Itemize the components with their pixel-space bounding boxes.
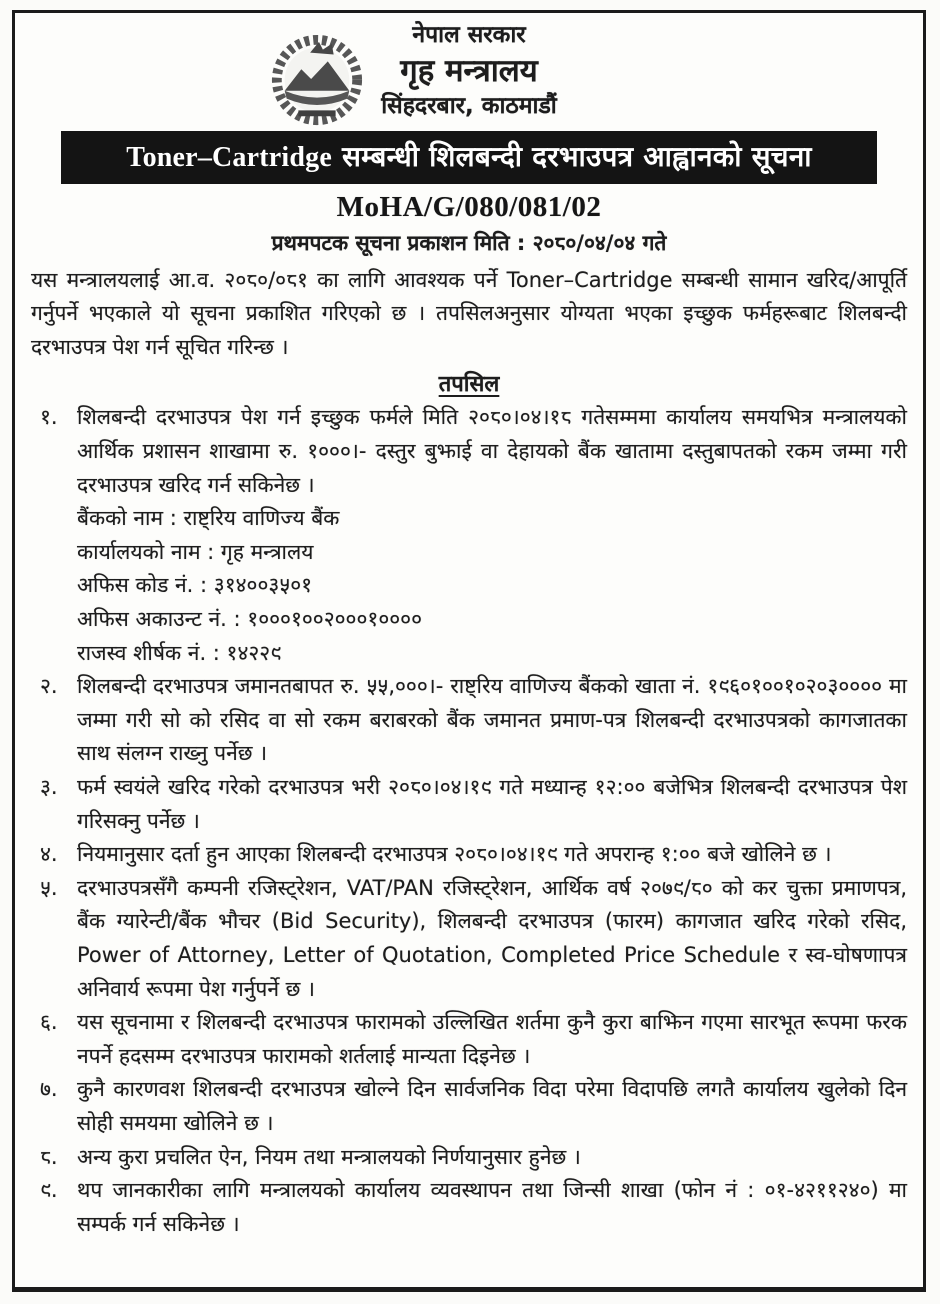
item-text: अन्य कुरा प्रचलित ऐन, नियम तथा मन्त्रालयको निर्णयानुसार हुनेछ । (77, 1144, 581, 1169)
item-number: ६. (40, 1010, 58, 1035)
list-item (31, 401, 907, 670)
item-text-container (77, 401, 907, 670)
item-text: शिलबन्दी दरभाउपत्र पेश गर्न इच्छुक फर्मले मिति २०८०।०४।१८ गतेसम्ममा कार्यालय समयभित्र मन्त्रालयको आर्थिक प्रशासन शाखामा रु. १०००।- दस्तुर बुझाई वा देहायको बैंक खातामा दस्तुबापतको रकम जम्मा गरी दरभाउपत्र खरिद गर्न सकिनेछ । (77, 405, 907, 497)
list-item (31, 670, 907, 771)
bank-detail-line: बैंकको नाम : राष्ट्रिय वाणिज्य बैंक (77, 506, 340, 531)
ministry-location: सिंहदरबार, काठमाडौं (381, 92, 557, 119)
list-item (31, 838, 907, 872)
list-item (31, 1174, 907, 1241)
item-text: थप जानकारीका लागि मन्त्रालयको कार्यालय व्यवस्थापन तथा जिन्सी शाखा (फोन नं : ०१-४२११२४०) मा सम्पर्क गर्न सकिनेछ । (77, 1178, 907, 1236)
item-text: फर्म स्वयंले खरिद गरेको दरभाउपत्र भरी २०८०।०४।१९ गते मध्यान्ह १२:०० बजेभित्र शिलबन्दी दरभाउपत्र पेश गरिसक्नु पर्नेछ । (77, 775, 907, 833)
item-number: ९. (40, 1178, 58, 1203)
bank-detail-line: राजस्व शीर्षक नं. : १४२२९ (77, 640, 282, 665)
bank-detail-line: अफिस कोड नं. : ३१४००३५०१ (77, 573, 313, 598)
ministry-name: गृह मन्त्रालय (400, 52, 538, 89)
item-number: ८. (40, 1144, 58, 1169)
bank-details-block (77, 502, 907, 670)
item-text: शिलबन्दी दरभाउपत्र जमानतबापत रु. ५५,०००।- राष्ट्रिय वाणिज्य बैंकको खाता नं. १९६०१००१०२०३०००० मा जम्मा गरी सो को रसिद वा सो रकम बराबरको बैंक जमानत प्रमाण-पत्र शिलबन्दी दरभाउपत्रको कागजातका साथ संलग्न राख्नु पर्नेछ । (77, 674, 907, 766)
reference-number: MoHA/G/080/081/02 (336, 190, 602, 223)
item-text: यस सूचनामा र शिलबन्दी दरभाउपत्र फारामको उल्लिखित शर्तमा कुनै कुरा बाझिन गएमा सारभूत रूपमा फरक नपर्ने हदसम्म दरभाउपत्र फारामको शर्तलाई मान्यता दिइनेछ । (77, 1010, 907, 1068)
bank-detail-line: कार्यालयको नाम : गृह मन्त्रालय (77, 539, 314, 564)
item-text: कुनै कारणवश शिलबन्दी दरभाउपत्र खोल्ने दिन सार्वजनिक विदा परेमा विदापछि लगतै कार्यालय खुलेको दिन सोही समयमा खोलिने छ । (77, 1077, 907, 1135)
list-item (31, 1141, 907, 1175)
government-name: नेपाल सरकार (412, 22, 526, 48)
notice-title-nepali: सम्बन्धी शिलबन्दी दरभाउपत्र आह्वानको सूचना (341, 139, 812, 173)
item-number: १. (40, 405, 58, 430)
intro-paragraph: यस मन्त्रालयलाई आ.व. २०८०/०८१ का लागि आवश्यक पर्ने Toner–Cartridge सम्बन्धी सामान खरिद/आपूर्ति गर्नुपर्ने भएकाले यो सूचना प्रकाशित गरिएको छ । तपसिलअनुसार योग्यता भएका इच्छुक फर्महरूबाट शिलबन्दी दरभाउपत्र पेश गर्न सूचित गरिन्छ । (31, 267, 907, 359)
item-number: ३. (40, 775, 58, 799)
item-number: २. (40, 674, 58, 699)
list-item (31, 1006, 907, 1073)
notice-item-list (31, 401, 907, 1241)
publication-date-line: प्रथमपटक सूचना प्रकाशन मिति : २०८०/०४/०४ गते (271, 230, 667, 255)
bank-detail-line: अफिस अकाउन्ट नं. : १०००१००२०००१०००० (77, 607, 422, 632)
list-item (31, 771, 907, 838)
notice-title-banner (61, 131, 877, 184)
list-item (31, 1073, 907, 1140)
item-text: दरभाउपत्रसँगै कम्पनी रजिस्ट्रेशन, VAT/PAN रजिस्ट्रेशन, आर्थिक वर्ष २०७९/८० को कर चुक्ता प्रमाणपत्र, बैंक ग्यारेन्टी/बैंक भौचर (Bid Security), शिलबन्दी दरभाउपत्र (फारम) कागजात खरिद गरेको रसिद, Power of Attorney, Letter of Quotation, Completed Price Schedule र स्व-घोषणापत्र अनिवार्य रूपमा पेश गर्नुपर्ने छ । (77, 875, 907, 1001)
document-border-frame (12, 10, 926, 1292)
item-number: ४. (40, 842, 58, 867)
list-item (31, 872, 907, 1006)
notice-title-english: Toner–Cartridge (126, 141, 332, 173)
item-text: नियमानुसार दर्ता हुन आएका शिलबन्दी दरभाउपत्र २०८०।०४।१९ गते अपरान्ह १:०० बजे खोलिने छ । (77, 842, 832, 867)
item-number: ७. (40, 1077, 58, 1102)
nepal-government-emblem-icon (263, 33, 371, 129)
item-number: ५. (40, 875, 58, 900)
letterhead (31, 21, 907, 121)
schedule-heading: तपसिल (438, 372, 500, 398)
